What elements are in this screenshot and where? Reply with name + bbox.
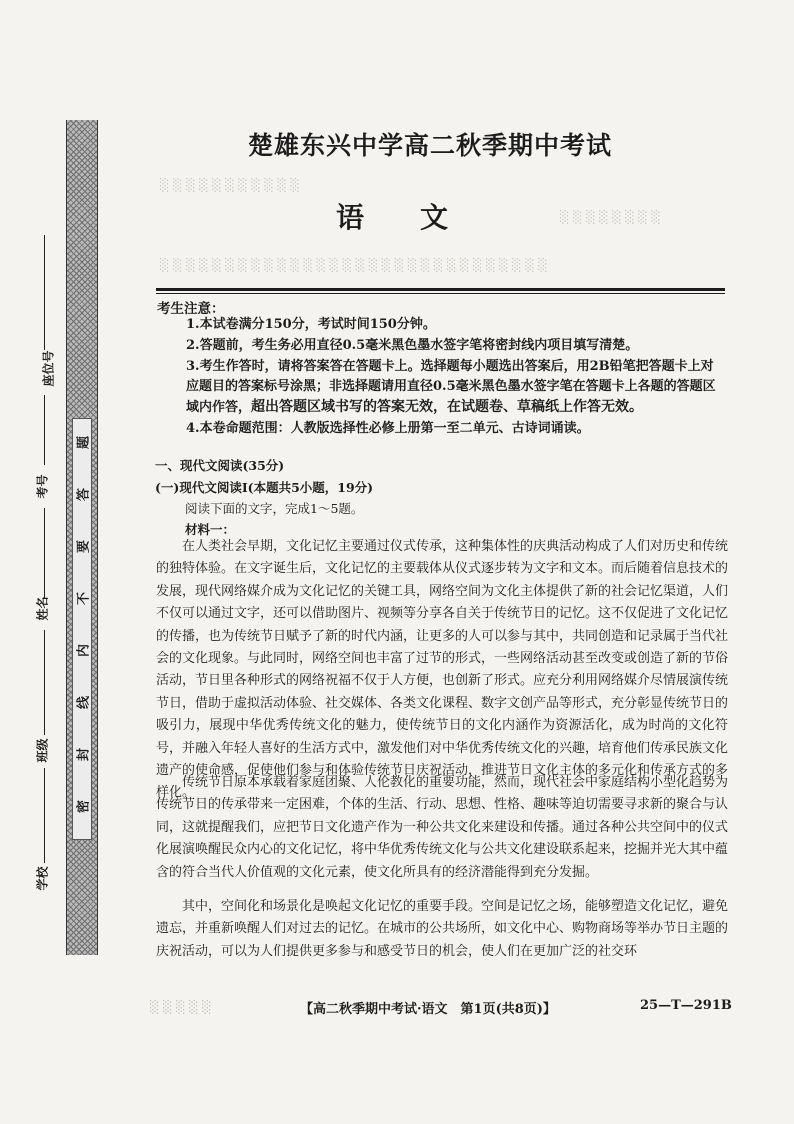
- name-line[interactable]: [44, 508, 45, 598]
- body-paragraph: 在人类社会早期，文化记忆主要通过仪式传承，这种集体性的庆典活动构成了人们对历史和传统的独特体验。在文字诞生后，文化记忆的主要载体从仪式逐步转为文字和文本。而后随着信息技术的发展，现代网络媒介成为文化记忆的关键工具，网络空间为文化主体提供了新的社会记忆渠道，人们不仅可以通过文字，还可以借助图片、视频等分享各自关于传统节日的记忆。这不仅促进了文化记忆的传播，也为传统节日赋予了新的时代内涵，让更多的人可以参与其中，共同创造和记录属于当代社会的文化现象。与此同时，网络空间也丰富了过节的形式，一些网络活动甚至改变或创造了新的节俗活动，节日里各种形式的网络祝福不仅于人方便，也创新了形式。应充分利用网络媒介尽情展演传统节日，借助于虚拟活动体验、社交媒体、各类文化课程、数字文创产品等形式，充分彰显传统节日的吸引力，展现中华优秀传统文化的魅力，使传统节日的文化内涵作为资源活化，成为时尚的文化符号，并融入年轻人喜好的生活方式中，激发他们对中华优秀传统文化的兴趣，培育他们传承民族文化遗产的使命感，促使他们参与和体验传统节日庆祝活动，推进节日文化主体的多元化和传承方式的多样化。: [156, 539, 729, 801]
- notice-title: 考生注意：: [157, 301, 225, 317]
- paper-code: 25—T—291B: [640, 998, 732, 1013]
- material-label: 材料一：: [185, 522, 236, 537]
- class-label: 班级: [35, 738, 50, 763]
- header-rule-thin: [156, 293, 725, 294]
- bleed-through: ░ ░ ░ ░ ░ ░ ░ ░: [560, 210, 661, 224]
- notice-item-text: 3.考生作答时，请将答案答在答题卡上。选择题每小题选出答案后，用2B铅笔把答题卡上对应题目的答案标号涂黑；非选择题请用直径0.5毫米黑色墨水签字笔在答题卡上各题的答题区域内作答，: [186, 359, 716, 415]
- seal-char: 线: [76, 696, 92, 710]
- school-label: 学校: [35, 866, 50, 891]
- seal-char: 要: [76, 540, 92, 554]
- section-heading: 一、现代文阅读(35分): [155, 458, 285, 473]
- exam-no-line[interactable]: [44, 395, 45, 465]
- seal-char: 内: [76, 644, 92, 658]
- instruction: 阅读下面的文字，完成1～5题。: [185, 501, 364, 516]
- school-line[interactable]: [44, 768, 45, 863]
- body-paragraph: 其中，空间化和场景化是唤起文化记忆的重要手段。空间是记忆之场，能够塑造文化记忆，避免遗忘，并重新唤醒人们对过去的记忆。在城市的公共场所，如文化中心、购物商场等举办节日主题的庆祝活动，可以为人们提供更多参与和感受节日的机会，使人们在更加广泛的社交环: [156, 899, 729, 959]
- bleed-through: ░ ░ ░ ░ ░ ░ ░ ░ ░ ░ ░ ░ ░ ░ ░ ░ ░ ░ ░ ░ ░ ░ ░ ░ ░ ░ ░ ░ ░ ░: [160, 258, 548, 272]
- exam-no-label: 考号: [35, 474, 50, 499]
- page-footer: 【高二秋季期中考试·语文 第1页(共8页)】: [300, 1002, 556, 1017]
- seal-line-box: [72, 418, 92, 840]
- seal-char: 密: [76, 800, 92, 814]
- seal-char: 封: [76, 748, 92, 762]
- bleed-through: ░ ░ ░ ░ ░ ░ ░ ░ ░ ░ ░: [160, 178, 300, 192]
- exam-title: 楚雄东兴中学高二秋季期中考试: [247, 131, 612, 160]
- notice-item: 1.本试卷满分150分，考试时间150分钟。: [186, 317, 436, 332]
- seal-char: 题: [76, 436, 92, 450]
- seal-char: 答: [76, 488, 92, 502]
- class-line[interactable]: [44, 630, 45, 735]
- sub-heading: (一)现代文阅读Ⅰ(本题共5小题，19分): [155, 480, 374, 495]
- seal-char: 不: [76, 592, 92, 606]
- seat-label: 座位号: [41, 350, 56, 387]
- notice-item: 2.答题前，考生务必用直径0.5毫米黑色墨水签字笔将密封线内项目填写清楚。: [186, 338, 639, 353]
- header-rule: [156, 288, 725, 291]
- body-paragraph: 传统节日原本承载着家庭团聚、人伦教化的重要功能，然而，现代社会中家庭结构小型化趋势为传统节日的传承带来一定困难，个体的生活、行动、思想、性格、趣味等迫切需要寻求新的聚合与认同，这就提醒我们，应把节日文化遗产作为一种公共文化来建设和传播。通过各种公共空间中的仪式化展演唤醒民众内心的文化记忆，将中华优秀传统文化与公共文化建设联系起来，挖掘并光大其中蕴含的符合当代人价值观的文化元素，使文化所具有的经济潜能得到充分发掘。: [156, 775, 729, 880]
- bleed-through: ░ ░ ░ ░ ░: [150, 1000, 212, 1014]
- notice-item: 4.本卷命题范围：人教版选择性必修上册第一至二单元、古诗词诵读。: [186, 421, 590, 436]
- name-label: 姓名: [35, 596, 50, 621]
- subject-title: 语文: [335, 201, 504, 234]
- notice-item: [186, 357, 726, 418]
- notice-warning: 超出答题区域书写的答案无效，在试题卷、草稿纸上作答无效。: [251, 399, 644, 415]
- seat-line[interactable]: [44, 235, 45, 350]
